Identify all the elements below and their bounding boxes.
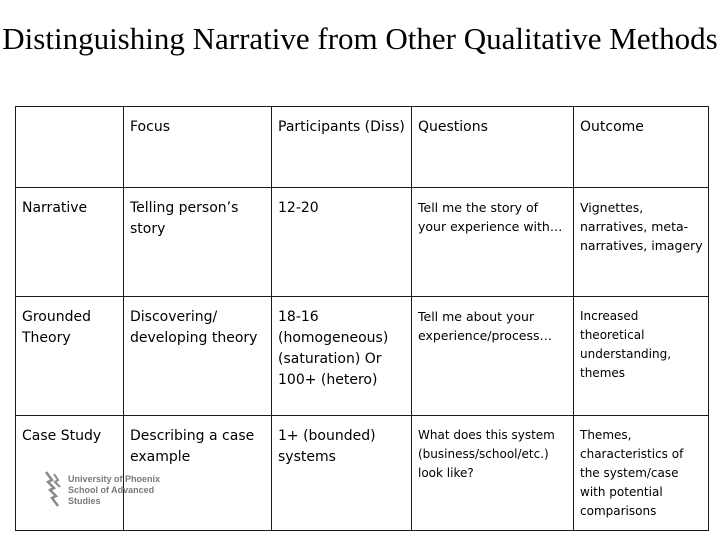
focus-cell: Describing a case example — [124, 416, 272, 531]
header-cell-questions: Questions — [412, 107, 574, 188]
method-cell: Grounded Theory — [16, 297, 124, 416]
focus-cell: Telling person’s story — [124, 188, 272, 297]
slide-title: Distinguishing Narrative from Other Qualitative Methods — [2, 21, 718, 56]
questions-cell: What does this system (business/school/etc.) look like? — [412, 416, 574, 531]
focus-cell: Discovering/ developing theory — [124, 297, 272, 416]
header-cell-empty — [16, 107, 124, 188]
phoenix-logo-icon — [42, 470, 66, 508]
outcome-cell: Vignettes, narratives, meta-narratives, imagery — [574, 188, 709, 297]
header-cell-participants: Participants (Diss) — [272, 107, 412, 188]
participants-cell: 12-20 — [272, 188, 412, 297]
method-cell: Case Study — [16, 416, 124, 531]
header-cell-focus: Focus — [124, 107, 272, 188]
logo-line-3: Studies — [68, 496, 101, 506]
table-header-row — [16, 107, 709, 188]
university-logo — [42, 468, 172, 512]
method-cell: Narrative — [16, 188, 124, 297]
header-cell-outcome: Outcome — [574, 107, 709, 188]
outcome-cell: Themes, characteristics of the system/case with potential comparisons — [574, 416, 709, 531]
table-row — [16, 188, 709, 297]
questions-cell: Tell me about your experience/process… — [412, 297, 574, 416]
table-row — [16, 297, 709, 416]
logo-line-2: School of Advanced — [68, 485, 155, 495]
logo-line-1: University of Phoenix — [68, 474, 161, 484]
participants-cell: 18-16 (homogeneous) (saturation) Or 100+ (hetero) — [272, 297, 412, 416]
outcome-cell: Increased theoretical understanding, themes — [574, 297, 709, 416]
questions-cell: Tell me the story of your experience with… — [412, 188, 574, 297]
participants-cell: 1+ (bounded) systems — [272, 416, 412, 531]
logo-text — [68, 474, 160, 507]
